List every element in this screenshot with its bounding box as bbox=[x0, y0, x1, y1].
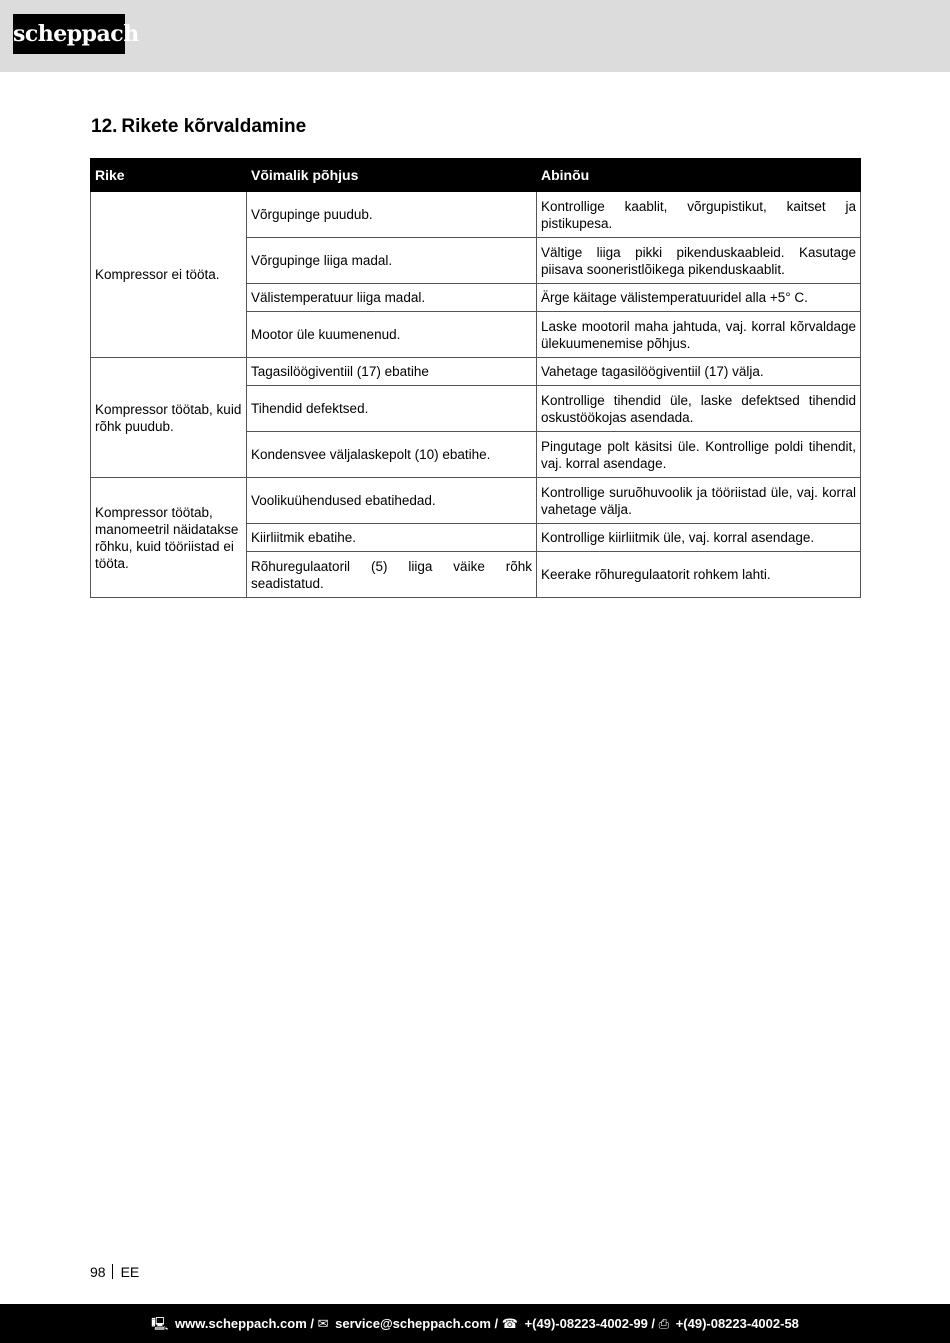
remedy-cell: Kontrollige suruõhuvoolik ja tööriistad üle, vaj. korral vahetage välja. bbox=[537, 478, 861, 524]
troubleshooting-table bbox=[90, 158, 861, 598]
header-band bbox=[0, 0, 950, 72]
remedy-cell: Laske mootoril maha jahtuda, vaj. korral kõrvaldage ülekuumenemise põhjus. bbox=[537, 312, 861, 358]
cause-cell: Võrgupinge puudub. bbox=[247, 192, 537, 238]
mail-icon: ✉ bbox=[317, 1316, 329, 1331]
computer-icon: 🖳 bbox=[151, 1316, 169, 1331]
table-row bbox=[91, 478, 861, 524]
section-title bbox=[91, 116, 306, 138]
language-code: EE bbox=[120, 1264, 140, 1280]
column-header-remedy: Abinõu bbox=[537, 159, 861, 192]
phone-icon: ☎ bbox=[501, 1316, 518, 1331]
remedy-cell: Kontrollige kaablit, võrgupistikut, kaitset ja pistikupesa. bbox=[537, 192, 861, 238]
table-row bbox=[91, 192, 861, 238]
cause-cell: Tagasilöögiventiil (17) ebatihe bbox=[247, 358, 537, 386]
remedy-cell: Vältige liiga pikki pikenduskaableid. Kasutage piisava sooneristlõikega pikenduskaablit. bbox=[537, 238, 861, 284]
cause-cell: Välistemperatuur liiga madal. bbox=[247, 284, 537, 312]
remedy-cell: Ärge käitage välistemperatuuridel alla +5° C. bbox=[537, 284, 861, 312]
fault-cell: Kompressor töötab, kuid rõhk puudub. bbox=[91, 358, 247, 478]
remedy-cell: Kontrollige tihendid üle, laske defektsed tihendid oskustöökojas asendada. bbox=[537, 386, 861, 432]
scheppach-logo: scheppach bbox=[13, 14, 125, 54]
cause-cell: Mootor üle kuumenenud. bbox=[247, 312, 537, 358]
website-link[interactable]: www.scheppach.com / bbox=[175, 1316, 314, 1331]
cause-cell: Rõhuregulaatoril (5) liiga väike rõhk seadistatud. bbox=[247, 552, 537, 598]
column-header-cause: Võimalik põhjus bbox=[247, 159, 537, 192]
remedy-cell: Keerake rõhuregulaatorit rohkem lahti. bbox=[537, 552, 861, 598]
remedy-cell: Pingutage polt käsitsi üle. Kontrollige poldi tihendit, vaj. korral asendage. bbox=[537, 432, 861, 478]
cause-cell: Kiirliitmik ebatihe. bbox=[247, 524, 537, 552]
cause-cell: Tihendid defektsed. bbox=[247, 386, 537, 432]
fax-number: +(49)-08223-4002-58 bbox=[675, 1316, 799, 1331]
remedy-cell: Kontrollige kiirliitmik üle, vaj. korral asendage. bbox=[537, 524, 861, 552]
page-number: 98 bbox=[90, 1264, 106, 1280]
divider bbox=[112, 1264, 113, 1279]
section-title-text: Rikete kõrvaldamine bbox=[121, 116, 307, 137]
section-number: 12. bbox=[91, 116, 118, 137]
table-row bbox=[91, 358, 861, 386]
column-header-fault: Rike bbox=[91, 159, 247, 192]
email-link[interactable]: service@scheppach.com / bbox=[335, 1316, 499, 1331]
table-header-row bbox=[91, 159, 861, 192]
cause-cell: Võrgupinge liiga madal. bbox=[247, 238, 537, 284]
fault-cell: Kompressor ei tööta. bbox=[91, 192, 247, 358]
phone-number: +(49)-08223-4002-99 / bbox=[524, 1316, 656, 1331]
fax-icon: ⎙ bbox=[658, 1316, 670, 1331]
page-footer bbox=[90, 1264, 139, 1280]
cause-cell: Kondensvee väljalaskepolt (10) ebatihe. bbox=[247, 432, 537, 478]
contact-bar bbox=[0, 1304, 950, 1343]
fault-cell: Kompressor töötab, manomeetril näidatakse rõhku, kuid tööriistad ei tööta. bbox=[91, 478, 247, 598]
cause-cell: Voolikuühendused ebatihedad. bbox=[247, 478, 537, 524]
remedy-cell: Vahetage tagasilöögiventiil (17) välja. bbox=[537, 358, 861, 386]
